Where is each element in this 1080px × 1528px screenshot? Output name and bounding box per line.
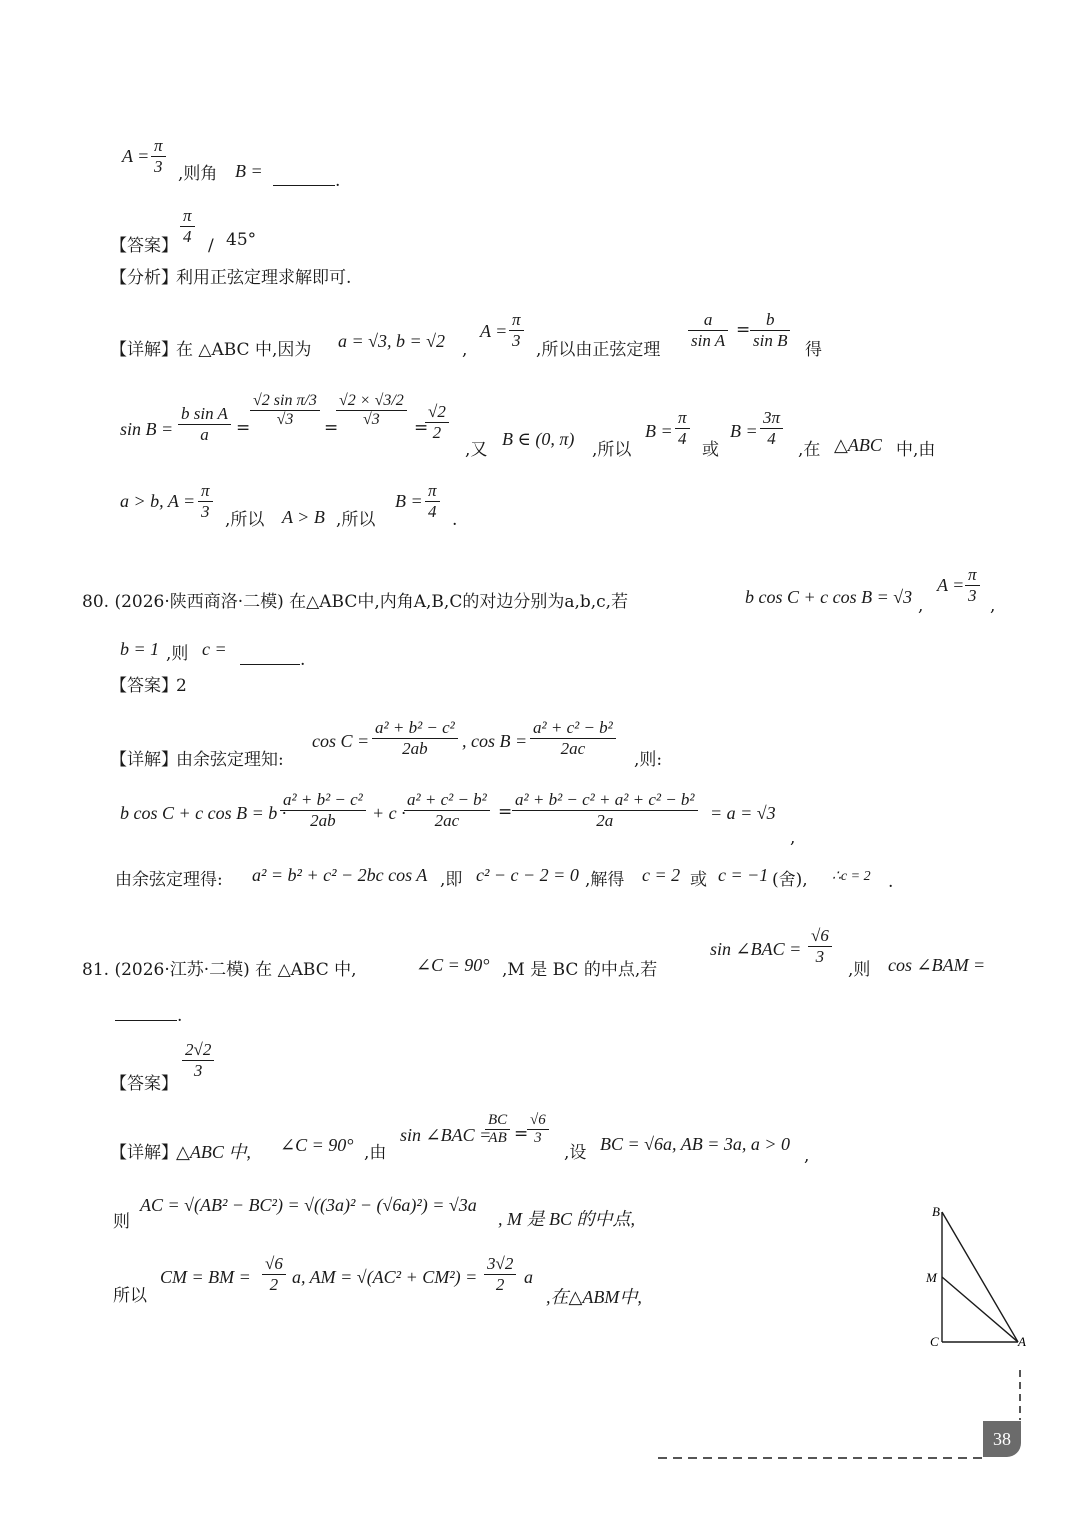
p80-eq-frac1: $\frac{\text{a² + b² − c²}}{2ab}$: [280, 790, 366, 830]
prev-detail-1c: ,: [462, 340, 468, 360]
p80-cos-law: 由余弦定理得:: [115, 870, 223, 890]
comma: ,: [790, 828, 796, 848]
sine-law-frac-b: $\frac{b}{\text{sin B}}$: [750, 310, 790, 350]
p80-cosC: cos C =: [312, 731, 370, 751]
eq-sign: =: [324, 418, 339, 438]
analysis-text: 利用正弦定理求解即可.: [176, 268, 352, 288]
prev-detail-1g: 得: [805, 340, 822, 360]
p81-am-a: a: [524, 1267, 533, 1287]
p80-therefore: ∴c = 2: [832, 869, 871, 884]
frac-bsinA-a: $\frac{\text{b sin A}}{a}$: [178, 404, 231, 444]
p81-then: ,则: [848, 960, 871, 980]
p80-eq-frac2: $\frac{\text{a² + c² − b²}}{2ac}$: [404, 790, 490, 830]
prev-answer-frac: $\frac{\pi}{4}$: [180, 206, 195, 246]
sine-law-eq: =: [736, 320, 751, 340]
p81-cm-eq: CM = BM =: [160, 1267, 251, 1287]
eq-sign: =: [414, 418, 429, 438]
p80-eq-lhs: b cos C + c cos B = b ·: [120, 803, 287, 823]
p81-header-b: ,M 是 BC 的中点,若: [502, 960, 658, 980]
prev-answer-sep: /: [208, 236, 214, 256]
p81-detail-c: ,由: [364, 1143, 387, 1163]
sinB-eq: sin B =: [120, 419, 174, 439]
detail-label-2: 【详解】: [110, 750, 178, 770]
frac-sqrt2sin: $\frac{\text{√2 sin π/3}}{√3}$: [250, 392, 320, 430]
frac-sqrt2-2: $\frac{√2}{2}$: [425, 402, 449, 442]
answer-label-3: 【答案】: [110, 1074, 178, 1094]
frac-pi-4: $\frac{\pi}{4}$: [675, 408, 690, 448]
p81-sin-bac: sin ∠BAC =: [710, 939, 802, 959]
p81-blank: .: [115, 1006, 182, 1025]
p80-b-eq: b = 1: [120, 639, 160, 659]
p80-then2: ,则:: [634, 750, 663, 770]
period: .: [888, 872, 894, 892]
p80-ji: ,即: [440, 870, 463, 890]
p81-in-abm: ,在△ABM中,: [546, 1287, 642, 1307]
prev-detail-1e: ,所以由正弦定理: [536, 340, 661, 360]
a-gt-b: a > b, A =: [120, 491, 196, 511]
text-you: ,又: [465, 440, 488, 460]
p80-detail-a: 由余弦定理知:: [176, 750, 284, 770]
p80-eq-plus: + c ·: [372, 803, 406, 823]
text-suoyi: ,所以: [592, 440, 632, 460]
comma: ,: [990, 596, 996, 616]
median-am: [942, 1277, 1018, 1342]
side-ab: [942, 1212, 1018, 1342]
p80-c2: c = 2: [642, 865, 681, 885]
p80-eq-rhs: = a = √3: [710, 803, 776, 823]
p80-blank: .: [240, 650, 305, 669]
B-in-interval: B ∈ (0, π): [502, 429, 575, 449]
analysis-label: 【分析】: [110, 268, 178, 288]
p81-frac-sqrt6-3: $\frac{√6}{3}$: [808, 926, 832, 966]
text-suoyi-2: ,所以: [225, 510, 265, 530]
prev-detail-1a: 在 △ABC 中,因为: [176, 340, 312, 360]
p80-cosC-frac: $\frac{\text{a² + b² − c²}}{2ab}$: [372, 718, 458, 758]
p80-condition: b cos C + c cos B = √3: [745, 587, 913, 607]
B-eq-1: B =: [645, 421, 673, 441]
text-suoyi-3: ,所以: [336, 510, 376, 530]
triangle-figure: [920, 1200, 1040, 1360]
p81-detail-g: BC = √6a, AB = 3a, a > 0: [600, 1134, 790, 1154]
p80-cosB: , cos B =: [462, 731, 528, 751]
comma: ,: [804, 1146, 810, 1166]
frac-3pi-4: $\frac{3\pi}{4}$: [760, 408, 783, 448]
text-zhong-you: 中,由: [896, 440, 936, 460]
prev-A-eq: A =: [122, 146, 150, 166]
p80-c-eq: c =: [202, 639, 227, 659]
label-C: C: [930, 1334, 939, 1349]
label-M: M: [926, 1270, 937, 1285]
p80-or: 或: [690, 870, 707, 890]
frac-pi-4-b: $\frac{\pi}{4}$: [425, 481, 440, 521]
comma: ,: [918, 596, 924, 616]
detail-label-3: 【详解】: [110, 1143, 178, 1163]
p80-discard: (舍),: [772, 870, 808, 890]
p80-header: 80. (2026·陕西商洛·二模) 在△ABC中,内角A,B,C的对边分别为a,b,c,若: [82, 592, 629, 612]
answer-label-2: 【答案】: [110, 676, 178, 696]
eq-sign: =: [498, 802, 513, 822]
p81-detail-d: sin ∠BAC =: [400, 1125, 492, 1145]
prev-B-eq: B =: [235, 161, 263, 181]
prev-detail-1b: a = √3, b = √2: [338, 331, 446, 351]
p80-cos-law-eq: a² = b² + c² − 2bc cos A: [252, 865, 428, 885]
frac-sqrt2-times: $\frac{√2 \times √3/2}{√3}$: [336, 392, 407, 430]
frac-pi-3-b: $\frac{\pi}{3}$: [198, 481, 213, 521]
p81-detail-b: ∠C = 90°: [280, 1135, 354, 1155]
p80-answer: 2: [176, 676, 187, 696]
p81-am-eq: a, AM = √(AC² + CM²) =: [292, 1267, 478, 1287]
p81-frac-bc-ab: $\frac{BC}{AB}$: [485, 1112, 510, 1148]
prev-then-angle: ,则角: [178, 164, 218, 184]
detail-label-1: 【详解】: [110, 340, 178, 360]
p81-detail-f: ,设: [564, 1143, 587, 1163]
p81-frac-3sqrt2-2: $\frac{3√2}{2}$: [484, 1254, 516, 1294]
p81-detail-a: △ABC 中,: [176, 1142, 251, 1162]
p81-m-is: , M 是 BC 的中点,: [498, 1209, 635, 1229]
p81-suoyi: 所以: [113, 1286, 147, 1306]
label-A: A: [1018, 1334, 1026, 1349]
p81-ac-eq: AC = √(AB² − BC²) = √((3a)² − (√6a)²) = √3a: [140, 1195, 477, 1215]
p81-frac-sqrt6-3-b: $\frac{√6}{3}$: [527, 1112, 549, 1148]
label-B: B: [932, 1204, 940, 1219]
p80-solve: ,解得: [585, 870, 625, 890]
p80-cosB-frac: $\frac{\text{a² + c² − b²}}{2ac}$: [530, 718, 616, 758]
period: .: [452, 510, 458, 530]
p81-angle-c: ∠C = 90°: [416, 955, 490, 975]
p81-ze: 则: [113, 1212, 130, 1232]
prev-answer-alt: 45°: [226, 230, 257, 250]
eq-sign: =: [514, 1124, 529, 1144]
sine-law-frac-a: $\frac{a}{\text{sin A}}$: [688, 310, 728, 350]
footer-dashed-border: [650, 1370, 1030, 1470]
page-number: 38: [983, 1421, 1021, 1457]
B-eq-final: B =: [395, 491, 423, 511]
p81-frac-sqrt6-2: $\frac{√6}{2}$: [262, 1254, 286, 1294]
p80-A-eq: A =: [937, 575, 965, 595]
p80-cm1: c = −1: [718, 865, 769, 885]
prev-detail-frac: $\frac{\pi}{3}$: [509, 310, 524, 350]
text-or: 或: [702, 440, 719, 460]
p80-eq-frac3: $\frac{\text{a² + b² − c² + a² + c² − b²}}{2a}$: [512, 790, 698, 830]
prev-detail-1d: A =: [480, 321, 508, 341]
answer-label-1: 【答案】: [110, 236, 178, 256]
p80-quad: c² − c − 2 = 0: [476, 865, 579, 885]
p80-then: ,则: [166, 644, 189, 664]
eq-sign: =: [236, 418, 251, 438]
prev-blank: .: [273, 169, 340, 190]
p81-header-a: 81. (2026·江苏·二模) 在 △ABC 中,: [82, 960, 357, 980]
B-eq-2: B =: [730, 421, 758, 441]
triangle-abc: △ABC: [834, 435, 882, 455]
p81-answer-frac: $\frac{2√2}{3}$: [182, 1040, 214, 1080]
prev-frac-pi-3: $\frac{\pi}{3}$: [151, 136, 166, 176]
text-zai: ,在: [798, 440, 821, 460]
p80-frac-pi-3: $\frac{\pi}{3}$: [965, 565, 980, 605]
A-gt-B: A > B: [282, 507, 325, 527]
p81-cos-bam: cos ∠BAM =: [888, 955, 986, 975]
